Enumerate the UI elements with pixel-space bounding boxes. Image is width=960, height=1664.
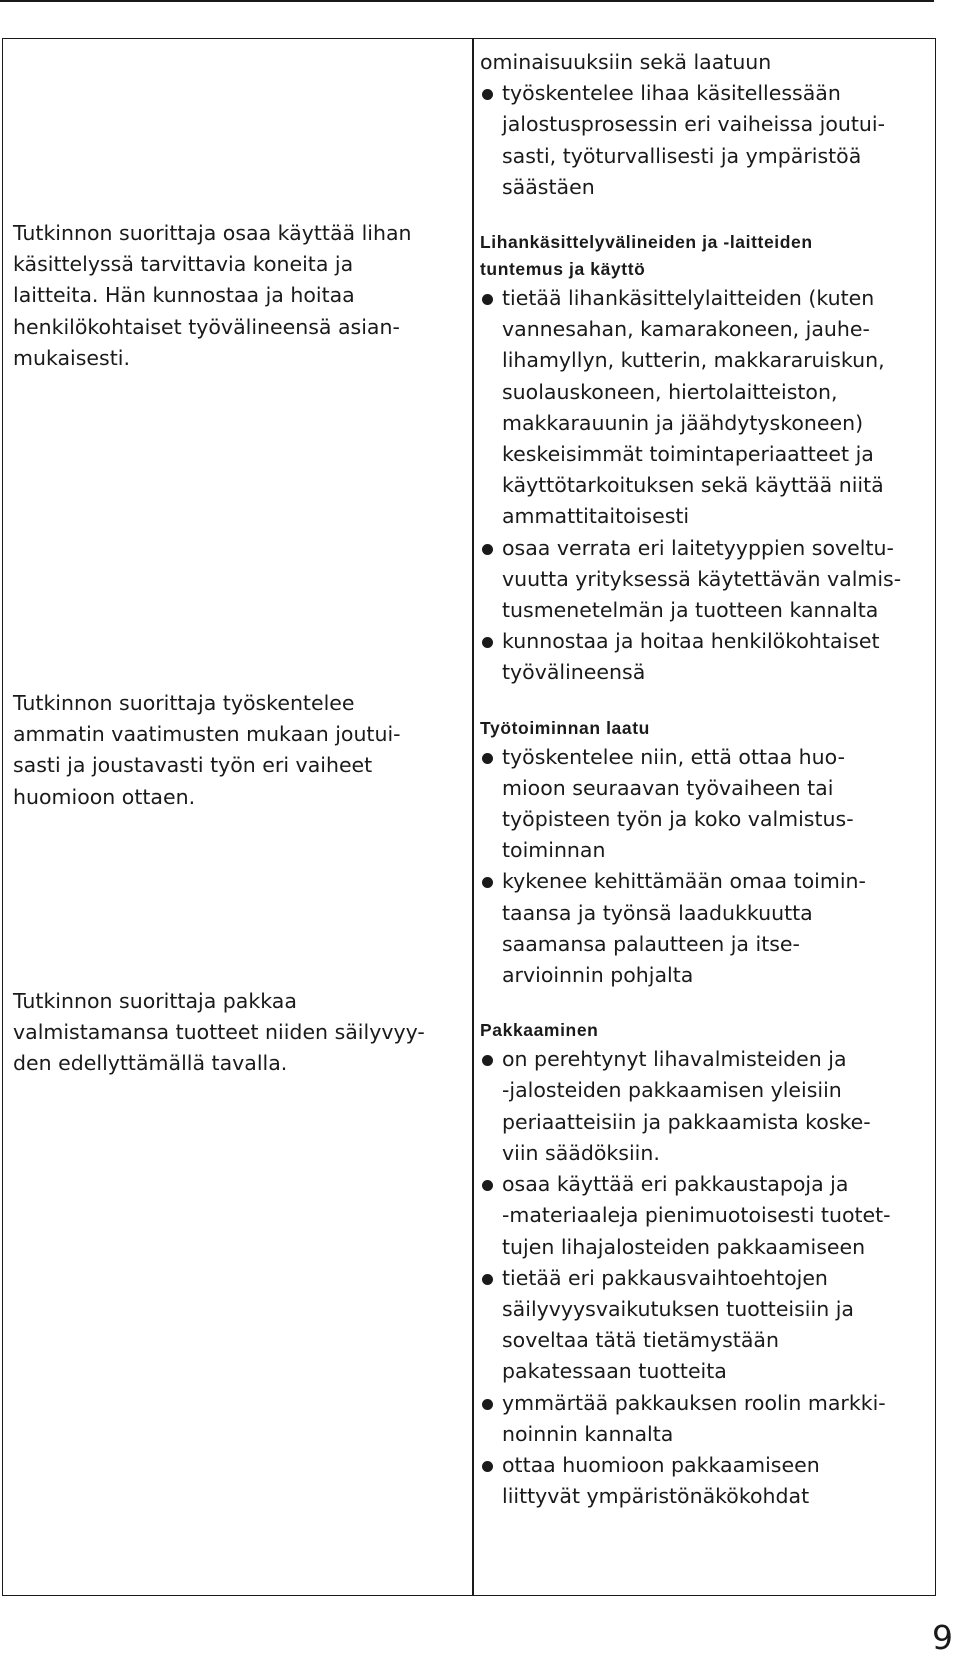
- text-line: ottaa huomioon pakkaamiseen: [502, 1452, 820, 1477]
- text-line: on perehtynyt lihavalmisteiden ja: [502, 1047, 847, 1072]
- text-line: noinnin kannalta: [502, 1421, 674, 1446]
- text-line: arvioinnin pohjalta: [502, 963, 694, 988]
- text-line: pakatessaan tuotteita: [502, 1359, 727, 1384]
- text-line: mukaisesti.: [13, 345, 130, 370]
- column-divider: [472, 39, 474, 1595]
- text-line: tusmenetelmän ja tuotteen kannalta: [502, 598, 879, 623]
- bullet-item: [480, 78, 925, 203]
- text-line: periaatteisiin ja pakkaamista koske-: [502, 1109, 871, 1134]
- text-line: säilyvyysvaikutuksen tuotteisiin ja: [502, 1296, 854, 1321]
- right-column: [480, 47, 925, 1512]
- text-line: tujen lihajalosteiden pakkaamiseen: [502, 1234, 866, 1259]
- text-line: ammattitaitoisesti: [502, 504, 690, 529]
- bullet-icon: [482, 294, 493, 305]
- text-line: -jalosteiden pakkaamisen yleisiin: [502, 1078, 842, 1103]
- text-line: viin säädöksiin.: [502, 1140, 660, 1165]
- text-line: työskentelee lihaa käsitellessään: [502, 81, 841, 106]
- text-line: Tutkinnon suorittaja työskentelee: [13, 691, 355, 715]
- text-line: jalostusprosessin eri vaiheissa joutui-: [502, 112, 886, 137]
- bullet-icon: [482, 1180, 493, 1191]
- bullet-icon: [482, 1461, 493, 1472]
- bullet-item: [480, 1263, 925, 1388]
- text-line: huomioon ottaen.: [13, 784, 196, 809]
- requirements-table: [2, 38, 936, 1596]
- text-line: työpisteen työn ja koko valmistus-: [502, 807, 854, 832]
- text-line: tietää eri pakkausvaihtoehtojen: [502, 1265, 828, 1290]
- bullet-icon: [482, 89, 493, 100]
- bullet-item: [480, 1169, 925, 1263]
- text-line: kunnostaa ja hoitaa henkilökohtaiset: [502, 629, 880, 654]
- section-gap: [480, 991, 925, 1017]
- text-line: toiminnan: [502, 838, 606, 863]
- page-number: 9: [932, 1618, 953, 1657]
- top-rule: [0, 0, 934, 2]
- text-line: mioon seuraavan työvaiheen tai: [502, 775, 834, 800]
- text-line: kykenee kehittämään omaa toimin-: [502, 869, 866, 894]
- section-heading: Lihankäsittelyvälineiden ja -laitteiden: [480, 232, 813, 253]
- text-line: lihamyllyn, kutterin, makkararuiskun,: [502, 348, 885, 373]
- text-line: taansa ja työnsä laadukkuutta: [502, 900, 813, 925]
- text-line: vuutta yrityksessä käytettävän valmis-: [502, 566, 902, 591]
- section-gap: [480, 203, 925, 229]
- text-line: osaa verrata eri laitetyyppien soveltu-: [502, 535, 894, 560]
- section-packaging: [480, 1017, 925, 1512]
- text-line: saamansa palautteen ja itse-: [502, 931, 800, 956]
- text-line: henkilökohtaiset työvälineensä asian-: [13, 314, 400, 339]
- text-line: -materiaaleja pienimuotoisesti tuotet-: [502, 1203, 891, 1228]
- text-line: käyttötarkoituksen sekä käyttää niitä: [502, 473, 884, 498]
- bullet-item: [480, 1044, 925, 1169]
- bullet-icon: [482, 877, 493, 888]
- text-line: laitteita. Hän kunnostaa ja hoitaa: [13, 283, 355, 308]
- bullet-item: [480, 283, 925, 533]
- section-heading: Työtoiminnan laatu: [480, 717, 650, 738]
- bullet-item: [480, 866, 925, 991]
- text-line: työskentelee niin, että ottaa huo-: [502, 744, 845, 769]
- text-line: osaa käyttää eri pakkaustapoja ja: [502, 1172, 849, 1197]
- text-line: suolauskoneen, hiertolaitteiston,: [502, 379, 838, 404]
- bullet-item: [480, 533, 925, 627]
- section-equipment: [480, 229, 925, 689]
- text-line: ammatin vaatimusten mukaan joutui-: [13, 722, 401, 747]
- text-line: Tutkinnon suorittaja pakkaa: [13, 989, 297, 1013]
- text-line: tietää lihankäsittelylaitteiden (kuten: [502, 286, 875, 311]
- bullet-item: [480, 1450, 925, 1512]
- text-line: sasti, työturvallisesti ja ympäristöä: [502, 143, 862, 168]
- text-line: vannesahan, kamarakoneen, jauhe-: [502, 317, 870, 342]
- left-paragraph-machinery: [13, 218, 463, 374]
- text-line: keskeisimmät toimintaperiaatteet ja: [502, 442, 874, 467]
- section-heading: tuntemus ja käyttö: [480, 259, 646, 280]
- text-line: ymmärtää pakkauksen roolin markki-: [502, 1390, 886, 1415]
- bullet-item: [480, 626, 925, 688]
- text-line: Tutkinnon suorittaja osaa käyttää lihan: [13, 221, 412, 245]
- text-line: valmistamansa tuotteet niiden säilyvyy-: [13, 1020, 425, 1045]
- bullet-item: [480, 742, 925, 867]
- text-line: sasti ja joustavasti työn eri vaiheet: [13, 753, 373, 778]
- text-line: työvälineensä: [502, 660, 646, 685]
- continuation-line: ominaisuuksiin sekä laatuun: [480, 50, 772, 74]
- bullet-icon: [482, 1274, 493, 1285]
- bullet-icon: [482, 1399, 493, 1410]
- bullet-icon: [482, 637, 493, 648]
- left-paragraph-packaging: [13, 986, 463, 1080]
- text-line: soveltaa tätä tietämystään: [502, 1328, 779, 1353]
- text-line: säästäen: [502, 174, 595, 199]
- bullet-item: [480, 1388, 925, 1450]
- section-heading: Pakkaaminen: [480, 1020, 599, 1041]
- text-line: makkarauunin ja jäähdytyskoneen): [502, 410, 864, 435]
- text-line: den edellyttämällä tavalla.: [13, 1051, 288, 1076]
- bullet-icon: [482, 1055, 493, 1066]
- section-work-quality: [480, 715, 925, 992]
- section-gap: [480, 689, 925, 715]
- left-paragraph-work-quality: [13, 688, 463, 813]
- bullet-icon: [482, 753, 493, 764]
- bullet-icon: [482, 544, 493, 555]
- text-line: käsittelyssä tarvittavia koneita ja: [13, 252, 354, 277]
- text-line: liittyvät ympäristönäkökohdat: [502, 1484, 810, 1509]
